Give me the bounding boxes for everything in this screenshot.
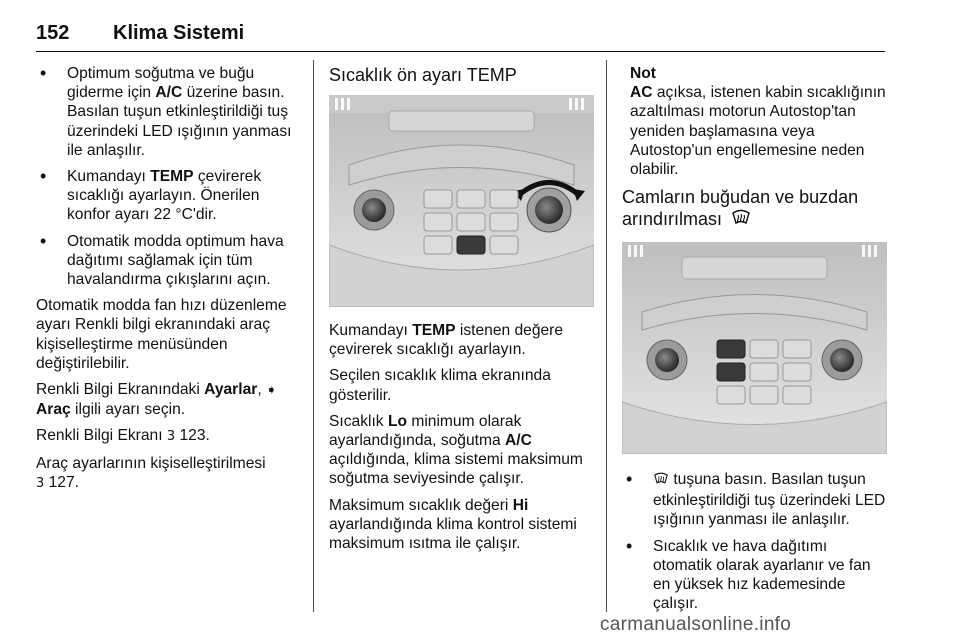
note-text (630, 83, 888, 179)
section-heading: Sıcaklık ön ayarı TEMP (329, 65, 517, 85)
text: Sıcaklık ve hava dağıtımı otomatik olarak ayarlanır ve fan en yüksek hız kademesinde çalışır. (653, 537, 871, 613)
text: Renkli Bilgi Ekranı (36, 427, 167, 445)
climate-panel-illustration (329, 95, 594, 307)
paragraph: Otomatik modda fan hızı düzenleme ayarı Renkli bilgi ekranındaki araç kişiselleştirme menüsünden değiştirilebilir. (36, 297, 287, 372)
text: Optimum soğutma ve buğu giderme için (67, 65, 255, 102)
column-1 (36, 64, 302, 500)
column-divider (313, 60, 314, 612)
climate-panel-illustration (622, 242, 887, 454)
text: Maksimum sıcaklık değeri (329, 496, 513, 514)
paragraph (36, 380, 302, 419)
bullet-item (36, 64, 302, 160)
menu-vehicle: Araç (36, 401, 71, 419)
section-heading (622, 186, 888, 232)
bullet-item (36, 232, 302, 290)
text: istenen değere çevirerek sıcaklığı ayarlayın. (329, 322, 564, 359)
hi-label: Hi (512, 496, 529, 514)
text: ayarlandığında klima kontrol sistemi maksimum ısıtma ile çalışır. (329, 515, 577, 553)
text: Otomatik modda optimum hava dağıtımı sağlamak için tüm havalandırma çıkışlarını açın. (67, 232, 284, 289)
arrow-icon: ➧ (266, 383, 277, 399)
ac-label: A/C (504, 432, 532, 450)
cross-reference[interactable] (36, 454, 302, 493)
paragraph (329, 321, 594, 359)
heading-text: Camların buğudan ve buzdan arındırılması (622, 187, 859, 230)
climate-panel-temp-photo (329, 95, 594, 307)
ac-label: AC (630, 84, 653, 102)
text: Kumandayı (67, 168, 151, 186)
watermark: carmanualsonline.info (600, 614, 792, 635)
note-label: Not (630, 65, 656, 82)
text: minimum olarak ayarlandığında, soğutma (329, 412, 522, 450)
temp-label: TEMP (412, 322, 456, 339)
defrost-icon (731, 209, 751, 232)
text: üzerine basın. Basılan tuşun etkinleştirildiği tuş üzerindeki LED ışığının yanması ile anlaşılır. (67, 84, 292, 159)
page-ref-icon: 3 (166, 429, 176, 445)
bullet-item (622, 470, 888, 530)
column-2 (329, 64, 594, 560)
menu-settings: Ayarlar (204, 381, 258, 399)
column-divider (606, 60, 607, 612)
text: Kumandayı (329, 322, 413, 339)
note-box (622, 64, 888, 179)
text: çevirerek sıcaklığı ayarlayın. Önerilen konfor ayarı 22 °C'dir. (67, 168, 262, 224)
lo-label: Lo (387, 412, 407, 430)
paragraph: Seçilen sıcaklık klima ekranında gösterilir. (329, 367, 551, 404)
text: Sıcaklık (329, 412, 388, 430)
cross-reference[interactable] (36, 426, 302, 446)
bullet-item (36, 167, 302, 225)
column-3 (622, 64, 888, 620)
text: tuşuna basın. Basılan tuşun etkinleştirildiği tuş üzerindeki LED ışığının yanması ile anlaşılır. (653, 470, 886, 529)
ac-label: A/C (155, 84, 183, 102)
text: Renkli Bilgi Ekranındaki (36, 381, 205, 399)
bullet-item (622, 537, 888, 614)
text: açıldığında, klima sistemi maksimum soğutma seviyesinde çalışır. (329, 451, 583, 488)
climate-panel-defrost-photo (622, 242, 887, 454)
text: açıksa, istenen kabin sıcaklığının azaltılması motorun Autostop'tan yeniden başlamasına veya Autostop'un engellemesine neden olabilir. (630, 84, 886, 179)
text: 127. (44, 473, 79, 491)
paragraph (329, 496, 594, 554)
page-header (36, 18, 885, 52)
temp-label: TEMP (150, 168, 194, 186)
text: 123. (175, 427, 210, 445)
page-ref-icon: 3 (36, 475, 45, 491)
text: , (257, 381, 266, 399)
section-title: Klima Sistemi (113, 22, 245, 44)
text: Araç ayarlarının kişiselleştirilmesi (36, 454, 266, 472)
text: ilgili ayarı seçin. (70, 401, 186, 419)
paragraph (329, 412, 594, 489)
page-number: 152 (36, 22, 70, 44)
defrost-icon (653, 472, 669, 491)
